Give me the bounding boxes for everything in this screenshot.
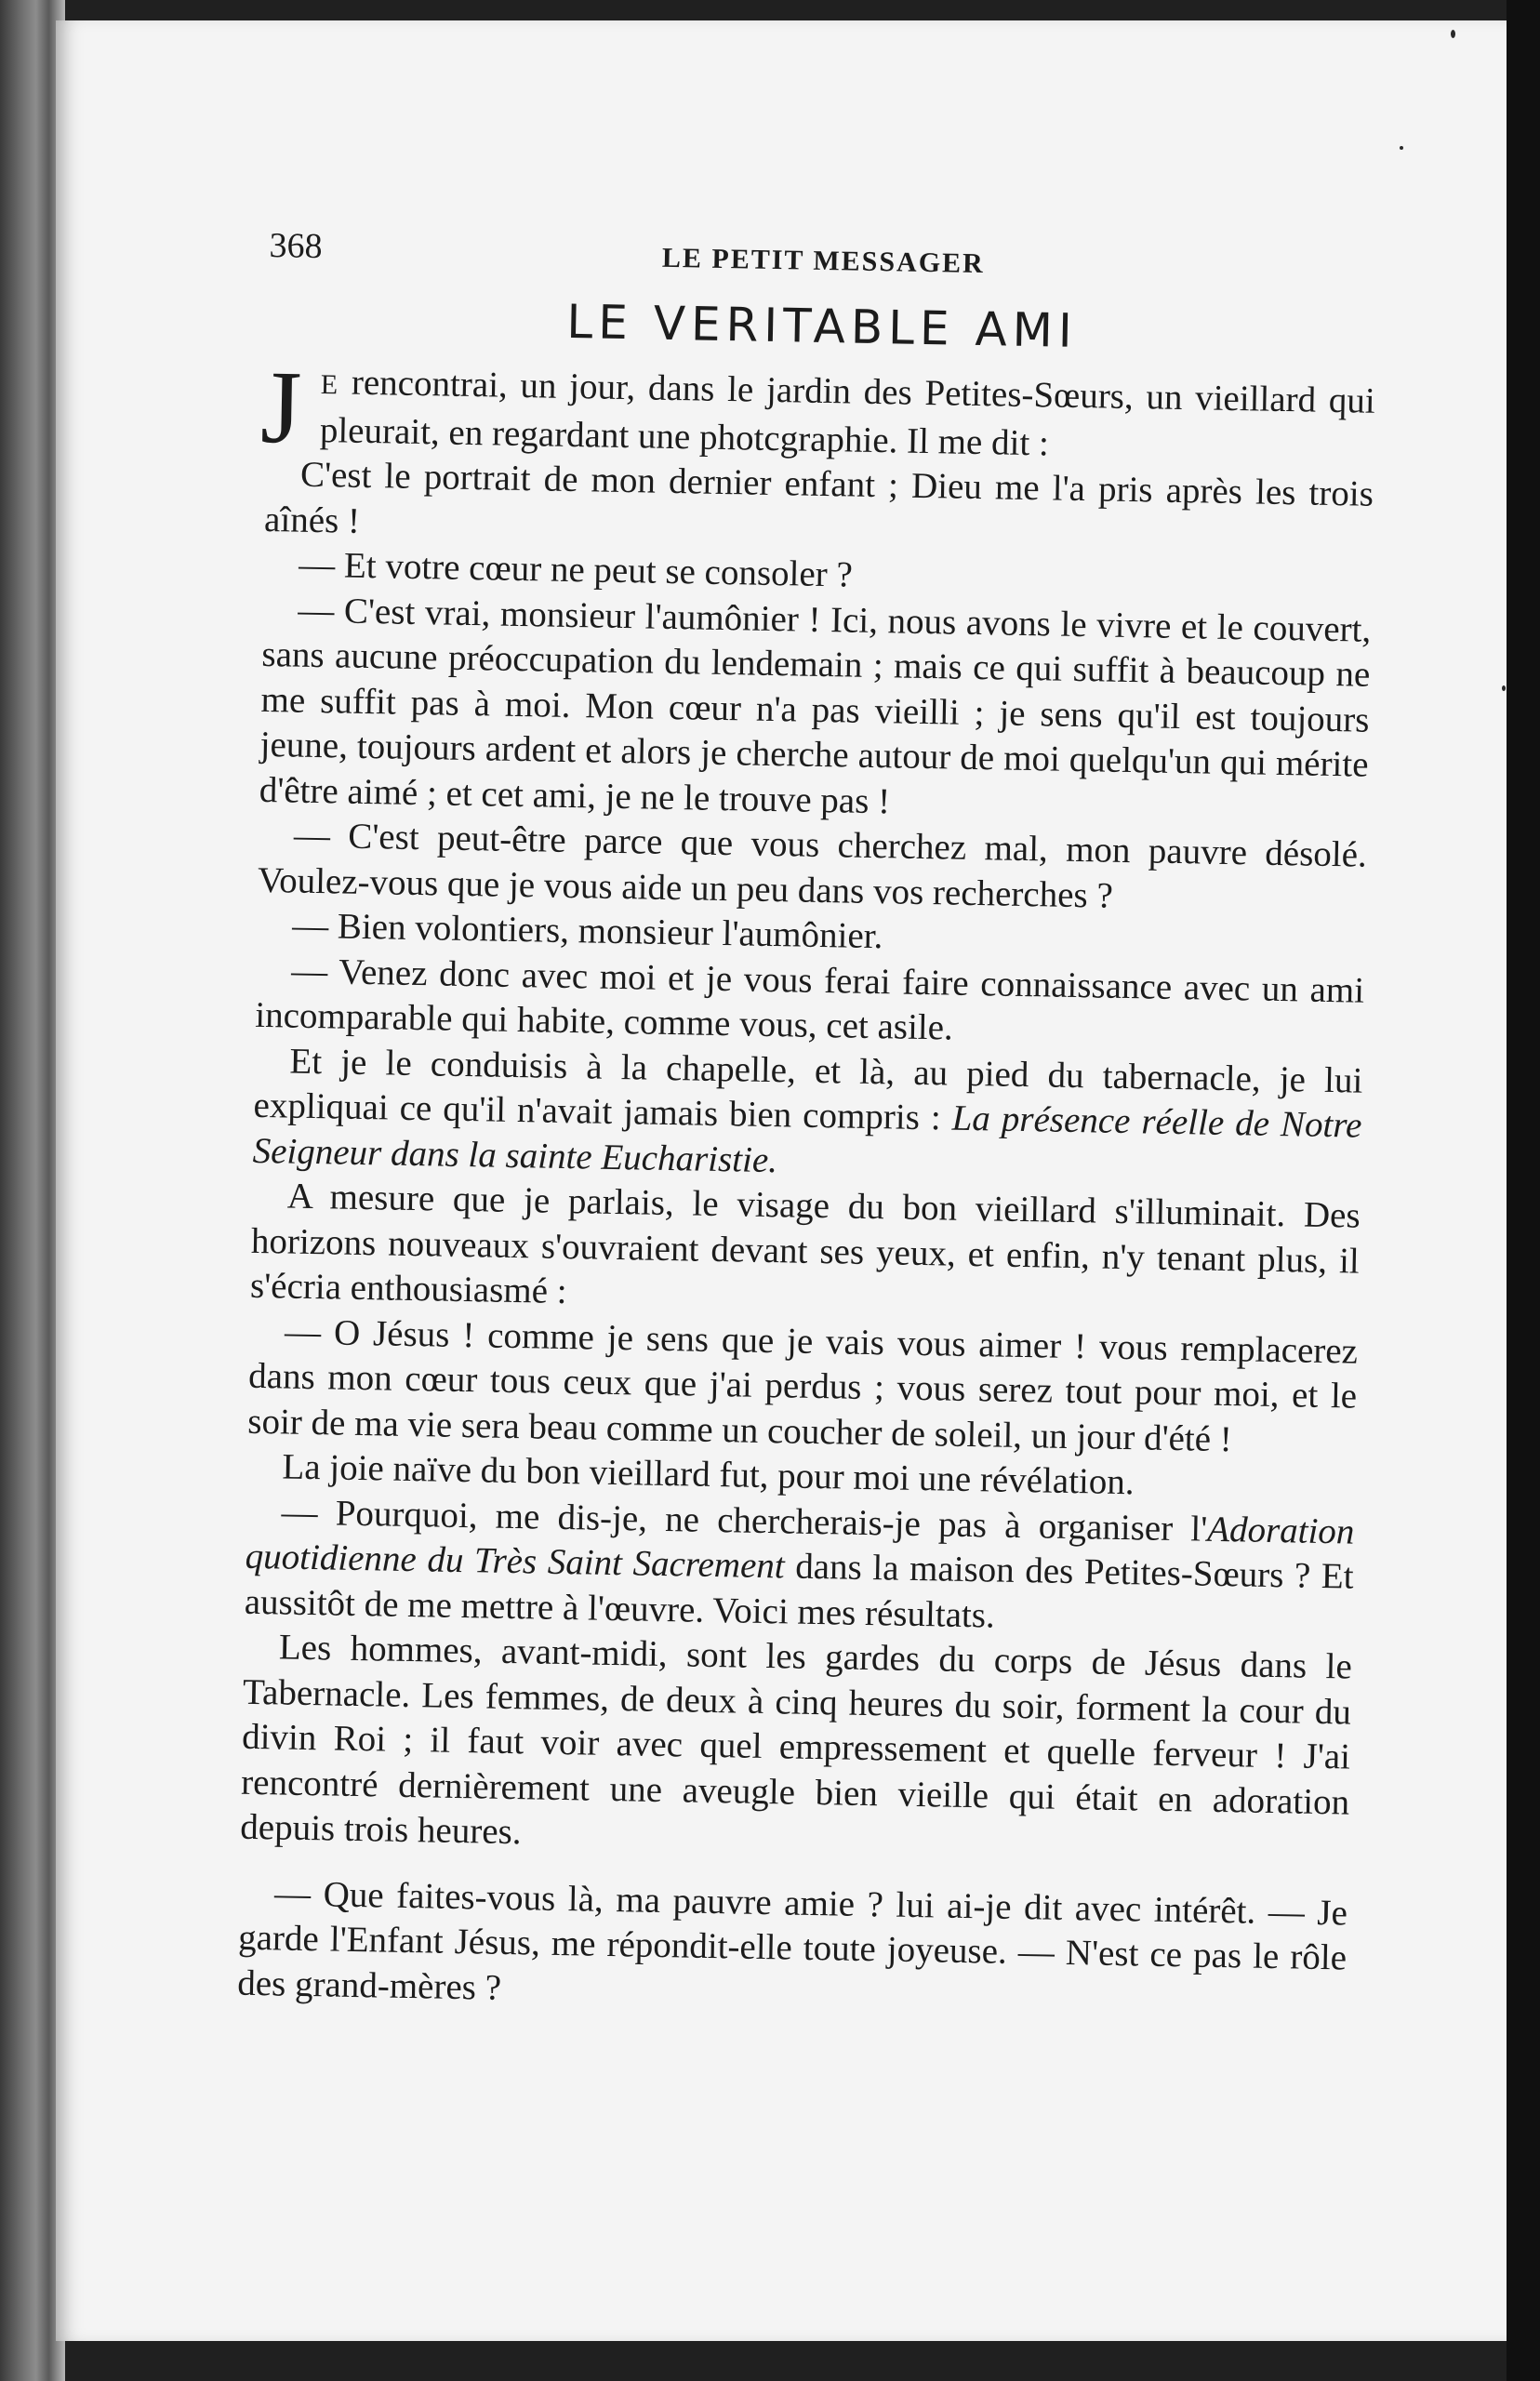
chapel-paragraph xyxy=(252,1038,1362,1193)
adoration-italic: Adoration quotidienne du Très Saint Sacrement xyxy=(245,1509,1355,1587)
adoration-after: dans la maison des Petites-Sœurs ? Et aussitôt de me mettre à l'œuvre. Voici mes résultats. xyxy=(244,1546,1354,1636)
page-text-block xyxy=(237,223,1378,2027)
chapel-paragraph-text: Et je le conduisis à la chapelle, et là, au pied du tabernacle, je lui expliquai ce qu'il n'avait jamais bien compris : xyxy=(253,1041,1363,1138)
scanner-background-strip xyxy=(1507,0,1540,2381)
scan-speck xyxy=(1451,30,1455,38)
opening-paragraph-text: rencontrai, un jour, dans le jardin des Petites-Sœurs, un vieillard qui pleurait, en regardant une photcgraphie. Il me dit : xyxy=(319,362,1376,463)
paragraph: A mesure que je parlais, le visage du bon vieillard s'illuminait. Des horizons nouveaux s'ouvraient devant ses yeux, et enfin, n'y tenant plus, il s'écria enthousiasmé : xyxy=(249,1176,1361,1312)
results-paragraph: Les hommes, avant-midi, sont les gardes du corps de Jésus dans le Tabernacle. Les femmes, de deux à cinq heures du soir, forment la cour du divin Roi ; il faut voir avec quel empressement et quelle ferveur ! J'ai rencontré dernièrement une aveugle bien vieille qui était en adoration depuis trois heures. xyxy=(240,1627,1353,1853)
drop-cap: J xyxy=(259,349,303,466)
chapel-paragraph-italic: La présence réelle de Notre Seigneur dans la sainte Eucharistie. xyxy=(252,1097,1362,1180)
scan-speck xyxy=(1400,146,1403,150)
paragraph: — Bien volontiers, monsieur l'aumônier. xyxy=(291,905,883,957)
paragraph: — Et votre cœur ne peut se consoler ? xyxy=(298,544,854,595)
paragraph: — Venez donc avec moi et je vous ferai faire connaissance avec un ami incomparable qui habite, comme vous, cet asile. xyxy=(255,951,1365,1048)
running-title: LE PETIT MESSAGER xyxy=(661,242,986,280)
page-number: 368 xyxy=(269,225,323,267)
adoration-paragraph xyxy=(244,1489,1354,1644)
final-paragraph: — Que faites-vous là, ma pauvre amie ? lui ai-je dit avec intérêt. — Je garde l'Enfant Jésus, me répondit-elle toute joyeuse. — N'est ce pas le rôle des grand-mères ? xyxy=(236,1872,1348,2008)
article-title: LE VERITABLE AMI xyxy=(565,294,1079,358)
adoration-before: — Pourquoi, me dis-je, ne chercherais-je pas à organiser l' xyxy=(281,1491,1208,1550)
paragraph: — C'est peut-être parce que vous cherchez mal, mon pauvre désolé. Voulez-vous que je vous aide un peu dans vos recherches ? xyxy=(257,815,1368,916)
paragraph: — O Jésus ! comme je sens que je vais vous aimer ! vous remplacerez dans mon cœur tous ceux que j'ai perdus ; vous serez tout pour moi, et le soir de ma vie sera beau comme un coucher de soleil, un jour d'été ! xyxy=(247,1311,1359,1459)
paragraph: — C'est vrai, monsieur l'aumônier ! Ici, nous avons le vivre et le couvert, sans aucune préoccupation du lendemain ; mais ce qui suffit à beaucoup ne me suffit pas à moi. Mon cœur n'a pas vieilli ; je sens qu'il est toujours jeune, toujours ardent et alors je cherche autour de moi quelqu'un qui mérite d'être aimé ; et cet ami, je ne le trouve pas ! xyxy=(259,590,1372,821)
scan-speck xyxy=(1502,685,1506,691)
paragraph: C'est le portrait de mon dernier enfant ; Dieu me l'a pris après les trois aînés ! xyxy=(263,454,1374,541)
opening-small-cap: E xyxy=(320,369,339,401)
paragraph: La joie naïve du bon vieillard fut, pour moi une révélation. xyxy=(282,1446,1135,1503)
